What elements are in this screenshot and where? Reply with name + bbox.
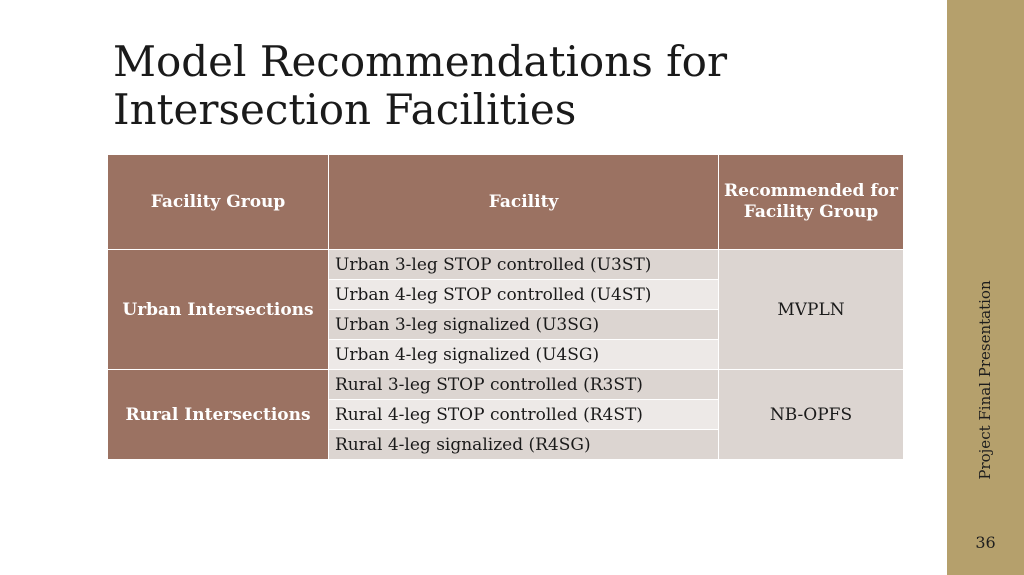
facility-cell: Rural 4-leg signalized (R4SG) <box>329 430 719 460</box>
slide-title-line-2: Intersection Facilities <box>113 85 577 134</box>
facility-cell: Rural 4-leg STOP controlled (R4ST) <box>329 400 719 430</box>
group-cell-rural: Rural Intersections <box>108 370 329 460</box>
header-facility: Facility <box>329 155 719 250</box>
recommendations-table <box>107 154 904 460</box>
recommended-cell-rural: NB-OPFS <box>719 370 904 460</box>
slide-title <box>113 38 913 134</box>
header-recommended: Recommended for Facility Group <box>719 155 904 250</box>
facility-cell: Urban 3-leg signalized (U3SG) <box>329 310 719 340</box>
slide-title-line-1: Model Recommendations for <box>113 37 728 86</box>
recommended-cell-urban: MVPLN <box>719 250 904 370</box>
header-facility-group: Facility Group <box>108 155 329 250</box>
facility-cell: Urban 3-leg STOP controlled (U3ST) <box>329 250 719 280</box>
table-row <box>108 250 904 280</box>
table-header-row <box>108 155 904 250</box>
facility-cell: Rural 3-leg STOP controlled (R3ST) <box>329 370 719 400</box>
page-number: 36 <box>975 533 996 552</box>
table-row <box>108 370 904 400</box>
facility-cell: Urban 4-leg signalized (U4SG) <box>329 340 719 370</box>
group-cell-urban: Urban Intersections <box>108 250 329 370</box>
facility-cell: Urban 4-leg STOP controlled (U4ST) <box>329 280 719 310</box>
side-label: Project Final Presentation <box>976 280 994 480</box>
